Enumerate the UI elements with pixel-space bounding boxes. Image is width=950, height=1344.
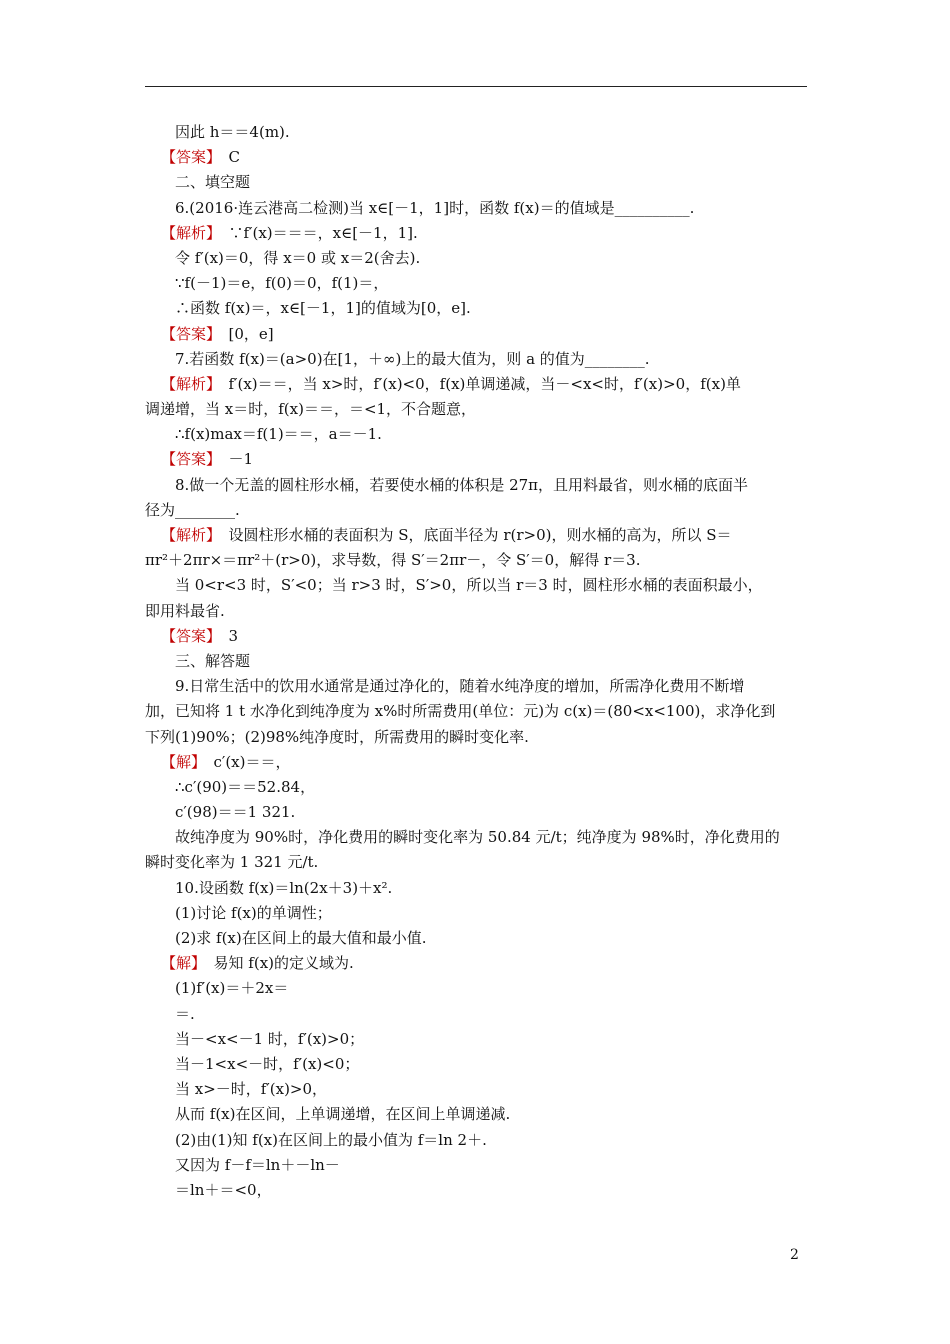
section-tag: 【答案】 xyxy=(161,324,214,343)
line-text: 当－<x<－1 时，f′(x)>0； xyxy=(175,1029,365,1048)
text-line xyxy=(145,145,807,170)
text-line xyxy=(145,800,807,825)
text-line xyxy=(145,624,807,649)
text-line xyxy=(145,976,807,1001)
text-line xyxy=(145,573,807,598)
line-text: πr²＋2πr×＝πr²＋(r>0)，求导数，得 S′＝2πr－，令 S′＝0，解得 r＝3. xyxy=(145,551,641,570)
line-text: (2)由(1)知 f(x)在区间上的最小值为 f＝ln 2＋. xyxy=(175,1130,487,1149)
text-line xyxy=(145,850,807,875)
text-line xyxy=(145,271,807,296)
text-line xyxy=(145,599,807,624)
text-line xyxy=(145,1027,807,1052)
text-line xyxy=(145,750,807,775)
line-text: 下列(1)90%；(2)98%纯净度时，所需费用的瞬时变化率. xyxy=(145,727,529,746)
text-line xyxy=(145,397,807,422)
text-line xyxy=(145,926,807,951)
line-text: 调递增，当 x＝时，f(x)＝＝，＝<1，不合题意， xyxy=(145,400,477,419)
line-text: 即用料最省. xyxy=(145,601,225,620)
line-text: －1 xyxy=(213,450,254,469)
text-line xyxy=(145,1077,807,1102)
text-line xyxy=(145,1102,807,1127)
text-line xyxy=(145,322,807,347)
line-text: 8.做一个无盖的圆柱形水桶，若要使水桶的体积是 27π，且用料最省，则水桶的底面半 xyxy=(175,475,749,494)
section-tag: 【答案】 xyxy=(161,450,214,469)
text-line xyxy=(145,246,807,271)
line-text: 又因为 f－f＝ln＋－ln－ xyxy=(175,1155,340,1174)
text-line xyxy=(145,296,807,321)
line-text: 故纯净度为 90%时，净化费用的瞬时变化率为 50.84 元/t；纯净度为 98%时，净化费用的 xyxy=(175,828,780,847)
line-text: 3 xyxy=(213,626,239,645)
section-tag: 【解析】 xyxy=(161,223,214,242)
line-text: ∵f(－1)＝e，f(0)＝0，f(1)＝， xyxy=(175,274,389,293)
section-tag: 【解析】 xyxy=(161,526,214,544)
line-text: 设圆柱形水桶的表面积为 S，底面半径为 r(r>0)，则水桶的高为，所以 S＝ xyxy=(213,526,732,544)
text-line xyxy=(145,725,807,750)
line-text: f′(x)＝＝，当 x>时，f′(x)<0，f(x)单调递减，当－<x<时，f′(x)>0，f(x)单 xyxy=(213,374,741,393)
text-line xyxy=(145,674,807,699)
line-text: c′(x)＝＝， xyxy=(198,752,291,771)
section-tag: 【解析】 xyxy=(161,374,214,393)
line-text: c′(98)＝＝1 321. xyxy=(175,803,296,822)
line-text: (2)求 f(x)在区间上的最大值和最小值. xyxy=(175,929,427,947)
text-line xyxy=(145,1178,807,1203)
text-line xyxy=(145,473,807,498)
line-text: 径为________. xyxy=(145,500,240,519)
line-text: 令 f′(x)＝0，得 x＝0 或 x＝2(舍去). xyxy=(175,248,421,267)
line-text: ＝. xyxy=(175,1004,195,1023)
section-tag: 【答案】 xyxy=(161,148,214,167)
text-line xyxy=(145,1052,807,1077)
text-line xyxy=(145,649,807,674)
line-text: 二、填空题 xyxy=(175,173,251,192)
text-line xyxy=(145,170,807,195)
line-text: 易知 f(x)的定义域为. xyxy=(198,954,354,973)
text-line xyxy=(145,120,807,145)
text-line xyxy=(145,825,807,850)
section-tag: 【解】 xyxy=(161,954,199,973)
line-text: 9.日常生活中的饮用水通常是通过净化的，随着水纯净度的增加，所需净化费用不断增 xyxy=(175,677,745,696)
line-text: 瞬时变化率为 1 321 元/t. xyxy=(145,853,319,872)
line-text: 当 0<r<3 时，S′<0；当 r>3 时，S′>0，所以当 r＝3 时，圆柱形水桶的表面积最小， xyxy=(175,576,763,595)
section-tag: 【答案】 xyxy=(161,626,214,645)
text-line xyxy=(145,951,807,976)
line-text: [0，e] xyxy=(213,324,274,343)
text-line xyxy=(145,422,807,447)
document-body xyxy=(145,120,807,1203)
text-line xyxy=(145,372,807,397)
line-text: (1)f′(x)＝＋2x＝ xyxy=(175,979,289,998)
text-line xyxy=(145,1153,807,1178)
line-text: ∴f(x)max＝f(1)＝＝，a＝－1. xyxy=(175,425,382,444)
line-text: 10.设函数 f(x)＝ln(2x＋3)＋x². xyxy=(175,878,393,897)
text-line xyxy=(145,901,807,926)
text-line xyxy=(145,221,807,246)
line-text: ∴c′(90)＝＝52.84， xyxy=(175,777,316,796)
line-text: (1)讨论 f(x)的单调性； xyxy=(175,903,332,922)
line-text: 当 x>－时，f′(x)>0， xyxy=(175,1080,328,1099)
line-text: 6.(2016·连云港高二检测)当 x∈[－1，1]时，函数 f(x)＝的值域是__________. xyxy=(175,198,695,217)
text-line xyxy=(145,196,807,221)
text-line xyxy=(145,347,807,372)
page-number: 2 xyxy=(790,1247,799,1263)
line-text: ＝ln＋＝<0， xyxy=(175,1180,272,1199)
header-rule xyxy=(145,86,807,87)
line-text: C xyxy=(213,148,240,167)
text-line xyxy=(145,699,807,724)
line-text: 当－1<x<－时，f′(x)<0； xyxy=(175,1054,360,1073)
text-line xyxy=(145,1002,807,1027)
text-line xyxy=(145,447,807,472)
section-tag: 【解】 xyxy=(161,752,199,771)
line-text: 因此 h＝＝4(m). xyxy=(175,123,290,141)
line-text: 三、解答题 xyxy=(175,651,251,670)
line-text: 从而 f(x)在区间，上单调递增，在区间上单调递减. xyxy=(175,1105,511,1124)
text-line xyxy=(145,498,807,523)
text-line xyxy=(145,1128,807,1153)
text-line xyxy=(145,775,807,800)
line-text: 7.若函数 f(x)＝(a>0)在[1，＋∞)上的最大值为，则 a 的值为________. xyxy=(175,349,650,368)
text-line xyxy=(145,523,807,548)
line-text: ∵f′(x)＝＝＝，x∈[－1，1]. xyxy=(213,223,418,242)
text-line xyxy=(145,548,807,573)
line-text: 加，已知将 1 t 水净化到纯净度为 x%时所需费用(单位：元)为 c(x)＝(80<x<100)，求净化到 xyxy=(145,702,776,721)
text-line xyxy=(145,876,807,901)
line-text: ∴函数 f(x)＝，x∈[－1，1]的值域为[0，e]. xyxy=(175,299,471,318)
